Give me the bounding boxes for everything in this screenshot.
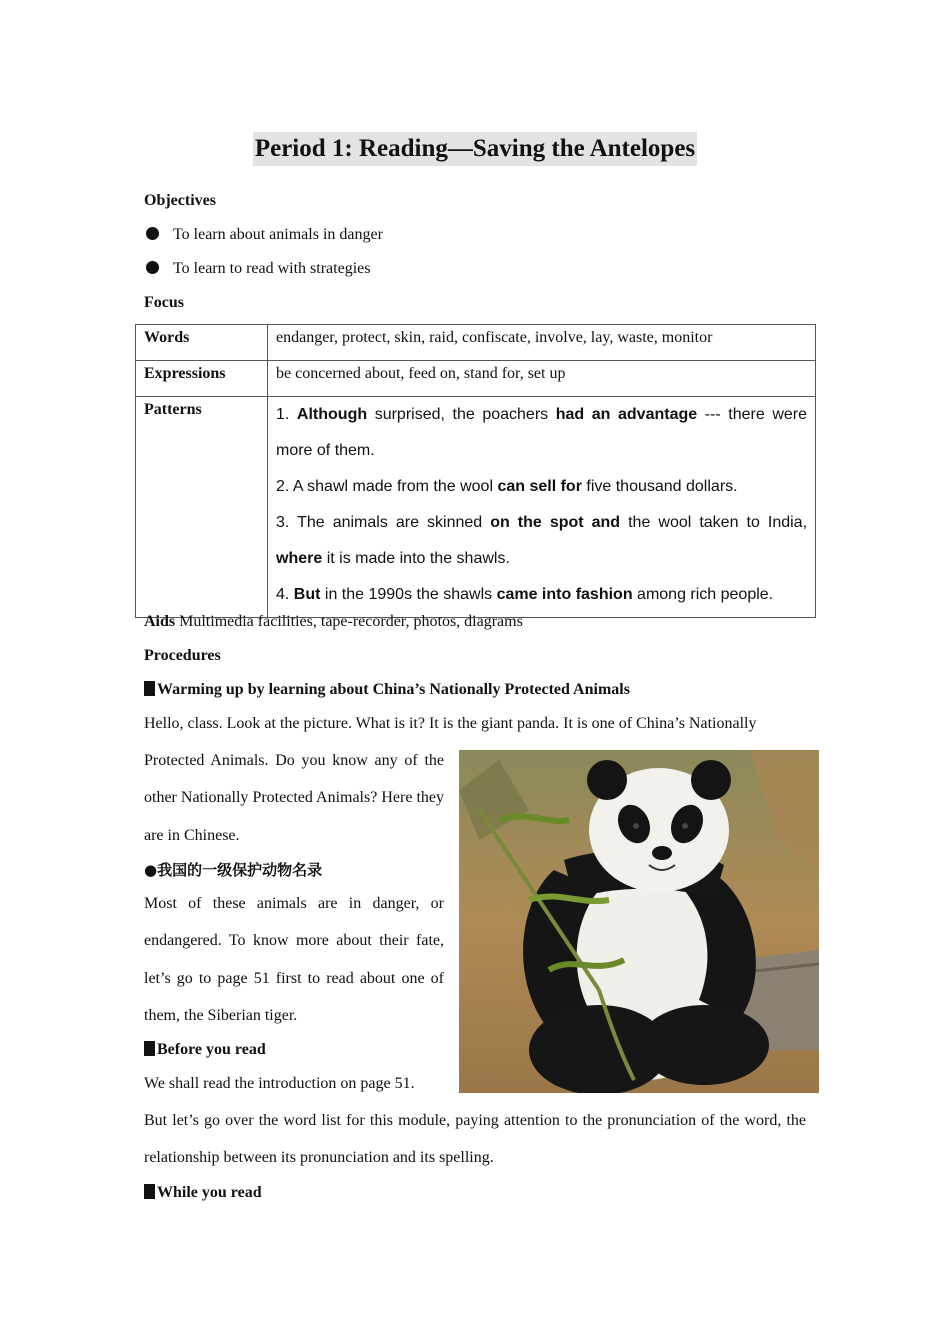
square-bullet-icon bbox=[144, 681, 155, 696]
objective-item: To learn about animals in danger bbox=[144, 225, 383, 245]
pattern-line bbox=[276, 577, 807, 613]
row-label: Expressions bbox=[136, 361, 268, 397]
pattern-key-phrase: came into fashion bbox=[496, 586, 633, 603]
pattern-text: 1. bbox=[276, 406, 297, 423]
section-heading: Before you read bbox=[144, 1040, 266, 1060]
row-content: endanger, protect, skin, raid, confiscate, involve, lay, waste, monitor bbox=[268, 325, 816, 361]
patterns-content bbox=[268, 397, 816, 618]
pattern-key-phrase: on the spot and bbox=[490, 514, 621, 531]
pattern-key-phrase: had an advantage bbox=[555, 406, 698, 423]
pattern-key-phrase: can sell for bbox=[497, 478, 582, 495]
bullet-icon bbox=[146, 261, 159, 274]
table-row bbox=[136, 361, 816, 397]
square-bullet-icon bbox=[144, 1184, 155, 1199]
before-read-paragraph: But let’s go over the word list for this module, paying attention to the pronunciation of the word, the relationship between its pronunciation and its spelling. bbox=[144, 1112, 806, 1167]
section-heading: While you read bbox=[144, 1183, 262, 1203]
pattern-text: 2. A shawl made from the wool bbox=[276, 478, 498, 495]
table-row bbox=[136, 325, 816, 361]
fate-paragraph: Most of these animals are in danger, or endangered. To know more about their fate, let’s go to page 51 first to read about one of them, the Siberian tiger. bbox=[144, 895, 444, 1024]
row-label: Words bbox=[136, 325, 268, 361]
pattern-line bbox=[276, 469, 807, 505]
pattern-text: --- there were more of them. bbox=[276, 406, 807, 459]
row-label: Patterns bbox=[136, 397, 268, 618]
pattern-text: 4. bbox=[276, 586, 294, 603]
before-read-line: We shall read the introduction on page 51. bbox=[144, 1075, 415, 1092]
panda-photo bbox=[459, 750, 819, 1093]
pattern-text: 3. The animals are skinned bbox=[276, 514, 491, 531]
table-row bbox=[136, 397, 816, 618]
procedures-heading: Procedures bbox=[144, 647, 221, 664]
pattern-line bbox=[276, 505, 807, 577]
title-row bbox=[0, 132, 950, 166]
focus-heading: Focus bbox=[144, 294, 184, 311]
pattern-text: it is made into the shawls. bbox=[322, 550, 510, 567]
pattern-text: among rich people. bbox=[632, 586, 774, 603]
bullet-icon bbox=[146, 227, 159, 240]
pattern-text: the wool taken to India, bbox=[620, 514, 808, 531]
panda-illustration bbox=[459, 750, 819, 1093]
pattern-key-phrase: But bbox=[293, 586, 321, 603]
intro-line: Hello, class. Look at the picture. What is it? It is the giant panda. It is one of China’s Nationally bbox=[144, 715, 757, 732]
focus-table bbox=[135, 324, 816, 618]
intro-paragraph: Protected Animals. Do you know any of the other Nationally Protected Animals? Here they are in Chinese. bbox=[144, 752, 444, 844]
objective-item: To learn to read with strategies bbox=[144, 259, 370, 279]
pattern-text: five thousand dollars. bbox=[581, 478, 738, 495]
pattern-text: in the 1990s the shawls bbox=[320, 586, 497, 603]
pattern-line bbox=[276, 397, 807, 469]
aids-line: Aids Multimedia facilities, tape-recorder, photos, diagrams bbox=[144, 613, 523, 630]
objectives-heading: Objectives bbox=[144, 192, 216, 209]
pattern-key-phrase: where bbox=[276, 550, 323, 567]
page-title: Period 1: Reading—Saving the Antelopes bbox=[253, 132, 697, 166]
square-bullet-icon bbox=[144, 1041, 155, 1056]
pattern-key-phrase: Although bbox=[296, 406, 368, 423]
chinese-heading: ●我国的一级保护动物名录 bbox=[144, 861, 323, 879]
section-heading: Warming up by learning about China’s Nationally Protected Animals bbox=[144, 680, 630, 700]
row-content: be concerned about, feed on, stand for, set up bbox=[268, 361, 816, 397]
pattern-text: surprised, the poachers bbox=[367, 406, 556, 423]
